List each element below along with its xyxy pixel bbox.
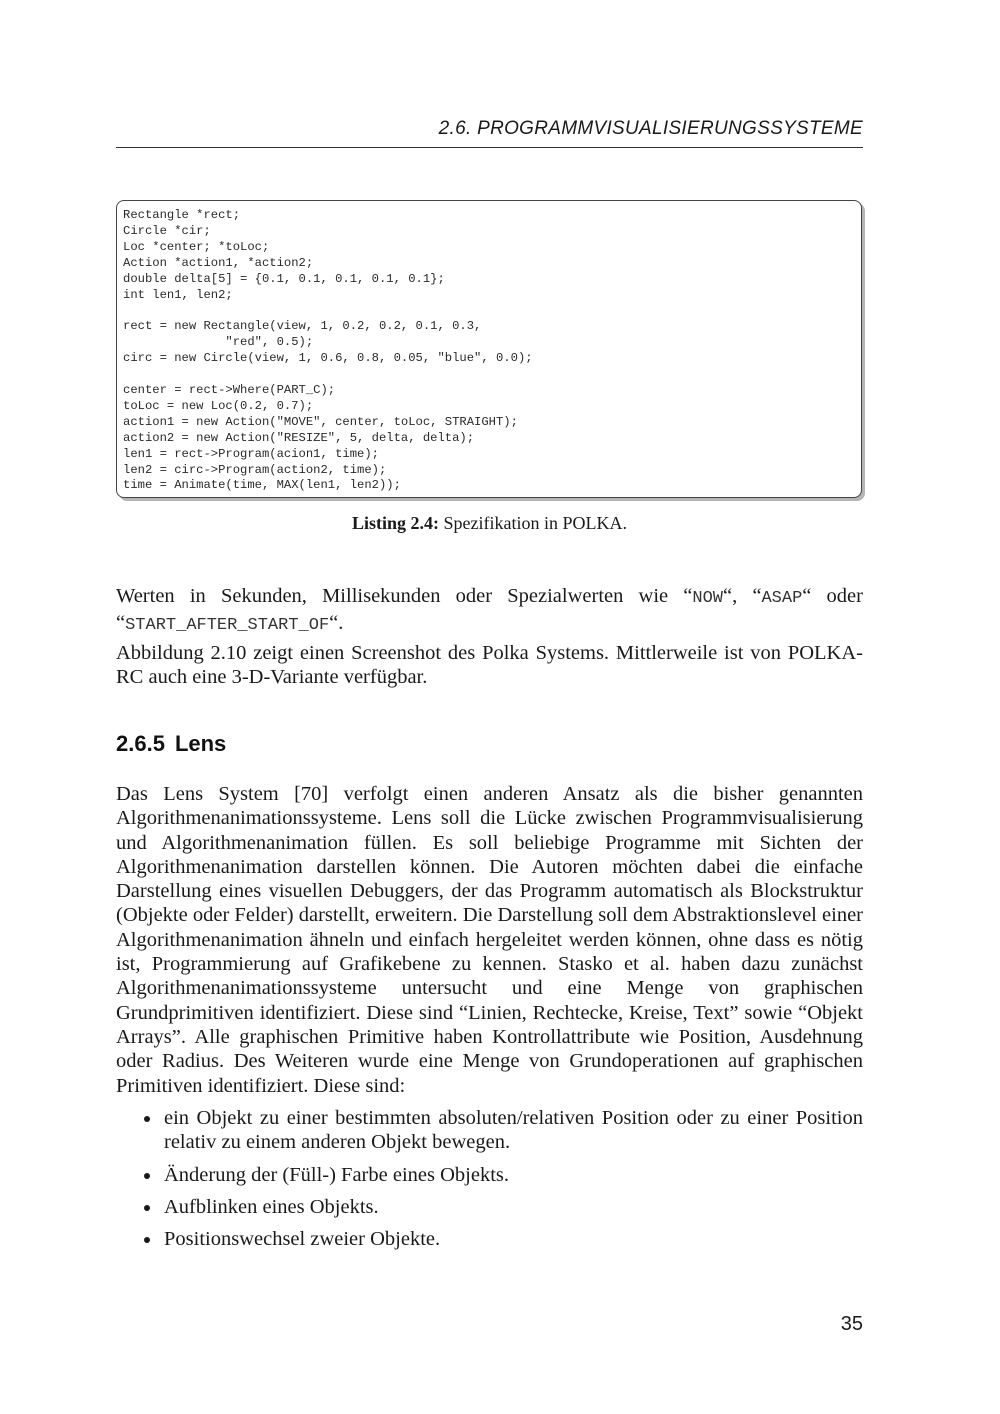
text-run: “, “ bbox=[723, 585, 762, 607]
code-line: time = Animate(time, MAX(len1, len2)); bbox=[123, 478, 401, 493]
code-line: Rectangle *rect; bbox=[123, 208, 241, 222]
bullet-list bbox=[116, 1106, 863, 1259]
text-run: “. bbox=[329, 612, 344, 635]
listing-caption bbox=[116, 513, 863, 534]
list-item bbox=[116, 1106, 863, 1155]
code-term-start-after-start-of: START_AFTER_START_OF bbox=[125, 616, 330, 636]
code-line: double delta[5] = {0.1, 0.1, 0.1, 0.1, 0.1}; bbox=[123, 271, 445, 286]
caption-label: Listing 2.4: bbox=[352, 513, 440, 533]
code-listing-box bbox=[116, 200, 862, 498]
bullet-dot-icon bbox=[144, 1173, 150, 1179]
bullet-dot-icon bbox=[144, 1237, 150, 1243]
code-line: Action *action1, *action2; bbox=[123, 255, 314, 270]
code-line: rect = new Rectangle(view, 1, 0.2, 0.2, 0.1, 0.3, bbox=[123, 319, 482, 334]
paragraph-screenshot: Abbildung 2.10 zeigt einen Screenshot des Polka Systems. Mittlerweile ist von POLKA-RC auch eine 3-D-Variante verfügbar. bbox=[116, 642, 863, 689]
code-line: Circle *cir; bbox=[123, 223, 211, 238]
list-item-text: Änderung der (Füll-) Farbe eines Objekts. bbox=[164, 1163, 509, 1186]
paragraph-lens: Das Lens System [70] verfolgt einen anderen Ansatz als die bisher genannten Algorithmenanimationssysteme. Lens soll die Lücke zwischen Programmvisualisierung und Algorithmenanimation füllen. Es soll beliebige Programme mit Sichten der Algorithmenanimation darstellen können. Die Autoren möchten dabei die einfache Darstellung eines visuellen Debuggers, der das Programm automatisch als Blockstruktur (Objekte oder Felder) darstellt, erweitern. Die Darstellung soll dem Abstraktionslevel einer Algorithmenanimation ähneln und einfach hergeleitet werden können, ohne dass es nötig ist, Programmierung auf Grafikebene zu kennen. Stasko et al. haben dazu zunächst Algorithmenanimationssysteme untersucht und eine Menge von graphischen Grundprimitiven identifiziert. Diese sind “Linien, Rechtecke, Kreise, Text” sowie “Objekt Arrays”. Alle graphischen Primitive haben Kontrollattribute wie Position, Ausdehnung oder Radius. Des Weiteren wurde eine Menge von Grundoperationen auf graphischen Primitiven identifiziert. Diese sind: bbox=[116, 783, 863, 1097]
code-line: action2 = new Action("RESIZE", 5, delta, delta); bbox=[123, 430, 475, 445]
code-line: action1 = new Action("MOVE", center, toLoc, STRAIGHT); bbox=[123, 414, 518, 429]
list-item bbox=[116, 1163, 863, 1187]
code-term-asap: ASAP bbox=[761, 589, 803, 608]
code-term-now: NOW bbox=[692, 589, 723, 608]
list-item-text: Aufblinken eines Objekts. bbox=[164, 1195, 379, 1218]
list-item bbox=[116, 1195, 863, 1219]
list-item bbox=[116, 1227, 863, 1251]
code-listing bbox=[123, 208, 533, 494]
caption-text: Spezifikation in POLKA. bbox=[439, 513, 627, 533]
text-run: Werten in Sekunden, Millisekunden oder Spezialwerten wie “ bbox=[116, 585, 693, 607]
code-line: toLoc = new Loc(0.2, 0.7); bbox=[123, 398, 314, 413]
text-run: “ oder “ bbox=[116, 585, 863, 635]
code-line: len2 = circ->Program(action2, time); bbox=[123, 462, 387, 477]
code-line: int len1, len2; bbox=[123, 287, 233, 302]
header-rule bbox=[116, 147, 863, 148]
list-item-text: Positionswechsel zweier Objekte. bbox=[164, 1228, 441, 1251]
code-line: center = rect->Where(PART_C); bbox=[123, 382, 336, 397]
section-heading bbox=[116, 731, 226, 757]
code-line: circ = new Circle(view, 1, 0.6, 0.8, 0.05, "blue", 0.0); bbox=[123, 351, 533, 366]
section-number: 2.6.5 bbox=[116, 731, 165, 756]
page-number: 35 bbox=[840, 1313, 863, 1335]
section-title: Lens bbox=[174, 731, 227, 756]
code-line: "red", 0.5); bbox=[123, 335, 314, 350]
code-line: Loc *center; *toLoc; bbox=[123, 239, 270, 254]
list-item-text: ein Objekt zu einer bestimmten absoluten/relativen Position oder zu einer Position relativ zu einem anderen Objekt bewegen. bbox=[164, 1107, 863, 1154]
bullet-dot-icon bbox=[144, 1205, 150, 1211]
running-head: 2.6. PROGRAMMVISUALISIERUNGSSYSTEME bbox=[438, 118, 863, 139]
bullet-dot-icon bbox=[144, 1116, 150, 1122]
code-line: len1 = rect->Program(acion1, time); bbox=[123, 446, 379, 461]
paragraph-values bbox=[116, 584, 863, 639]
